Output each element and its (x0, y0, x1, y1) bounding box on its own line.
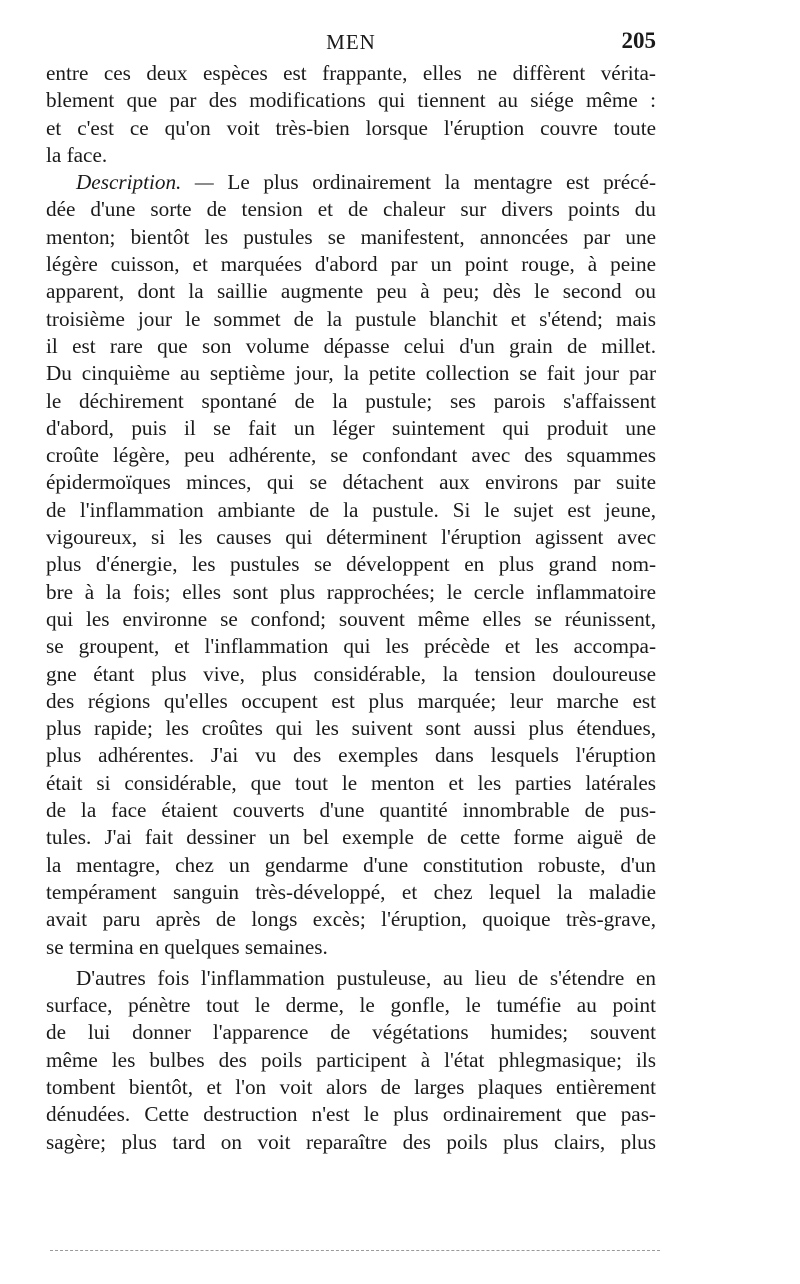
text-line: dénudées. Cette destruction n'est le plus ordinairement que pas- (46, 1102, 656, 1127)
text-line: avait paru après de longs excès; l'éruption, quoique très-grave, (46, 907, 656, 932)
text-line: qui les environne se confond; souvent même elles se réunissent, (46, 606, 656, 631)
text-line: se groupent, et l'inflammation qui les précède et les accompa- (46, 634, 656, 659)
text-line-lead (46, 169, 656, 196)
text-line: se termina en quelques semaines. (46, 934, 328, 959)
section-lead: Description. — (76, 170, 214, 195)
text-line: et c'est ce qu'on voit très-bien lorsque l'éruption couvre toute (46, 115, 656, 140)
page-header (46, 26, 656, 60)
text-line: gne étant plus vive, plus considérable, la tension douloureuse (46, 661, 656, 686)
text-line: tules. J'ai fait dessiner un bel exemple de cette forme aiguë de (46, 825, 656, 850)
text-line: tempérament sanguin très-développé, et chez lequel la maladie (46, 879, 656, 904)
text-line: il est rare que son volume dépasse celui d'un grain de millet. (46, 333, 656, 358)
text-line: de lui donner l'apparence de végétations humides; souvent (46, 1020, 656, 1045)
text-line: la face. (46, 142, 108, 167)
text-line: vigoureux, si les causes qui déterminent l'éruption agissent avec (46, 525, 656, 550)
text-span: Le plus ordinairement la mentagre est précé- (227, 170, 656, 195)
text-line: la mentagre, chez un gendarme d'une constitution robuste, d'un (46, 852, 656, 877)
text-line: bre à la fois; elles sont plus rapprochées; le cercle inflammatoire (46, 579, 656, 604)
text-line: blement que par des modifications qui tiennent au siége même : (46, 88, 656, 113)
text-line: sagère; plus tard on voit reparaître des poils plus clairs, plus (46, 1129, 656, 1154)
text-line: tombent bientôt, et l'on voit alors de larges plaques entièrement (46, 1074, 656, 1099)
text-line: D'autres fois l'inflammation pustuleuse, au lieu de s'étendre en (76, 965, 656, 990)
body-text (46, 60, 656, 1156)
page-number: 205 (621, 28, 656, 53)
page-bottom-rule (50, 1250, 660, 1251)
text-line: de l'inflammation ambiante de la pustule. Si le sujet est jeune, (46, 497, 656, 522)
text-line: plus rapide; les croûtes qui les suivent sont aussi plus étendues, (46, 716, 656, 741)
text-line: épidermoïques minces, qui se détachent aux environs par suite (46, 470, 656, 495)
text-line: croûte légère, peu adhérente, se confondant avec des squammes (46, 443, 656, 468)
text-line: menton; bientôt les pustules se manifestent, annoncées par une (46, 224, 656, 249)
text-line: apparent, dont la saillie augmente peu à peu; dès le second ou (46, 279, 656, 304)
text-line: des régions qu'elles occupent est plus marquée; leur marche est (46, 688, 656, 713)
text-line: même les bulbes des poils participent à l'état phlegmasique; ils (46, 1047, 656, 1072)
text-line: surface, pénètre tout le derme, le gonfle, le tuméfie au point (46, 993, 656, 1018)
text-line: d'abord, puis il se fait un léger suintement qui produit une (46, 415, 656, 440)
text-line: entre ces deux espèces est frappante, elles ne diffèrent vérita- (46, 61, 656, 85)
text-line: Du cinquième au septième jour, la petite collection se fait jour par (46, 361, 656, 386)
text-line: plus d'énergie, les pustules se développent en plus grand nom- (46, 552, 656, 577)
text-line: troisième jour le sommet de la pustule blanchit et s'étend; mais (46, 306, 656, 331)
text-line: dée d'une sorte de tension et de chaleur sur divers points du (46, 197, 656, 222)
text-line: légère cuisson, et marquées d'abord par un point rouge, à peine (46, 252, 656, 277)
text-line: de la face étaient couverts d'une quantité innombrable de pus- (46, 798, 656, 823)
text-line: plus adhérentes. J'ai vu des exemples dans lesquels l'éruption (46, 743, 656, 768)
text-line: était si considérable, que tout le menton et les parties latérales (46, 770, 656, 795)
running-head: MEN (326, 30, 376, 54)
text-line: le déchirement spontané de la pustule; ses parois s'affaissent (46, 388, 656, 413)
